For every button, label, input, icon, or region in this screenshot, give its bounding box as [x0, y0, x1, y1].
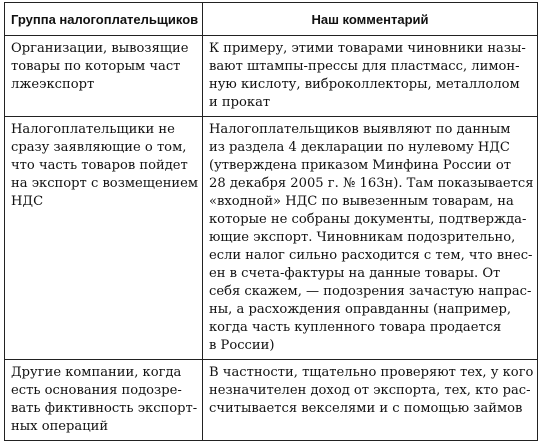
group-cell: [5, 117, 203, 360]
table-row: [5, 360, 538, 441]
text-line: (утверждена приказом Минфина России от: [209, 158, 511, 173]
text-line: себя скажем, — подозрения зачастую напрас-: [209, 284, 532, 299]
text-line: В частности, тщательно проверяют тех, у кого: [209, 365, 534, 380]
text-line: 28 декабря 2005 г. № 163н). Там показывается: [209, 176, 534, 191]
table-header-row: [5, 3, 538, 36]
text-line: если налог сильно расходится с тем, что внес-: [209, 248, 533, 263]
text-line: Организации, вывозящие: [11, 41, 189, 56]
text-line: Другие компании, когда: [11, 365, 182, 380]
text-line: и прокат: [209, 95, 271, 110]
text-line: товары по которым част: [11, 59, 181, 74]
text-line: из раздела 4 декларации по нулевому НДС: [209, 140, 510, 155]
text-line: «входной» НДС по вывезенным товарам, на: [209, 194, 514, 209]
text-line: вать фиктивность экспорт-: [11, 401, 198, 416]
text-line: в России): [209, 338, 275, 353]
text-line: НДС: [11, 194, 44, 209]
column-header-group: Группа налогоплательщиков: [5, 3, 203, 36]
text-line: которые не собраны документы, подтвержда-: [209, 212, 527, 227]
text-line: ны, а расхождения оправданны (например,: [209, 302, 511, 317]
taxpayer-comment-table: [4, 2, 538, 441]
text-line: считывается векселями и с помощью займов: [209, 401, 523, 416]
comment-cell: [203, 36, 538, 117]
text-line: Налогоплательщиков выявляют по данным: [209, 122, 511, 137]
text-line: К примеру, этими товарами чиновники назы-: [209, 41, 526, 56]
text-line: ную кислоту, виброколлекторы, металлолом: [209, 77, 520, 92]
text-line: есть основания подозре-: [11, 383, 182, 398]
text-line: Налогоплательщики не: [11, 122, 175, 137]
text-line: вают штампы-прессы для пластмасс, лимон-: [209, 59, 520, 74]
group-cell: [5, 360, 203, 441]
table-row: [5, 117, 538, 360]
comment-cell: [203, 117, 538, 360]
text-line: на экспорт с возмещением: [11, 176, 199, 191]
comment-cell: [203, 360, 538, 441]
table-row: [5, 36, 538, 117]
text-line: незначителен доход от экспорта, тех, кто рас-: [209, 383, 531, 398]
column-header-comment: Наш комментарий: [203, 3, 538, 36]
group-cell: [5, 36, 203, 117]
text-line: ен в счета-фактуры на данные товары. От: [209, 266, 501, 281]
text-line: ющие экспорт. Чиновникам подозрительно,: [209, 230, 516, 245]
text-line: когда часть купленного товара продается: [209, 320, 502, 335]
text-line: ных операций: [11, 419, 109, 434]
text-line: сразу заявляющие о том,: [11, 140, 187, 155]
text-line: лжеэкспорт: [11, 77, 95, 92]
text-line: что часть товаров пойдет: [11, 158, 188, 173]
